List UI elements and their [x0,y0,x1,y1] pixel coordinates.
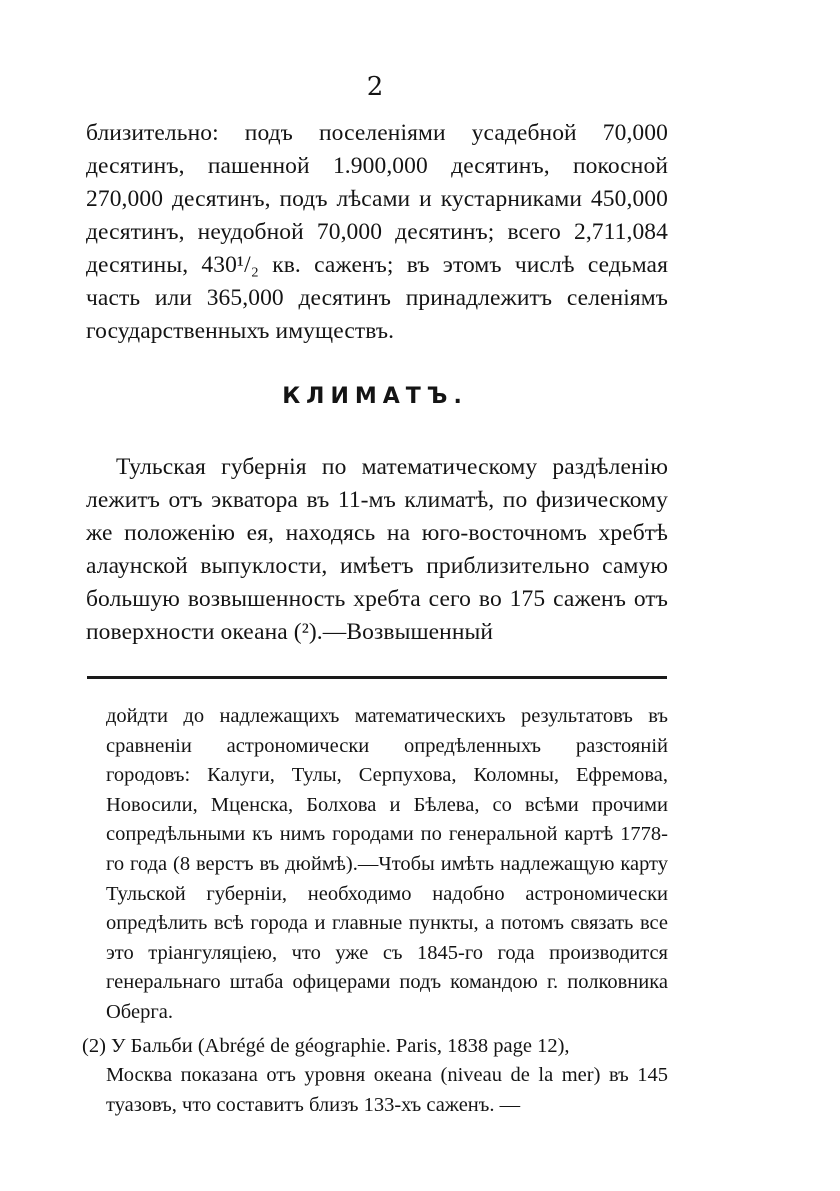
footnotes [82,702,668,1120]
footnote-1-continuation: дойдти до надлежащихъ математическихъ результатовъ въ сравненіи астрономически опредѣленныхъ разстояній городовъ: Калуги, Тулы, Серпухова, Коломны, Ефремова, Новосили, Мценска, Болхова и Бѣлева, со всѣми прочими сопредѣльными къ нимъ городами по генеральной картѣ 1778-го года (8 верстъ въ дюймѣ).—Чтобы имѣть надлежащую карту Тульской губерніи, необходимо надобно астрономически опредѣлить всѣ города и главные пункты, а потомъ связать все это тріангуляціею, что уже съ 1845-го года производится генеральнаго штаба офицерами подъ командою г. полковника Оберга. [106,705,668,1023]
footnote-2 [82,1032,668,1121]
paragraph-land-use: близительно: подъ поселеніями усадебной 70,000 десятинъ, пашенной 1.900,000 десятинъ, покосной 270,000 десятинъ, подъ лѣсами и кустарниками 450,000 десятинъ, неудобной 70,000 десятинъ; всего 2,711,084 десятины, 430¹/₂ кв. саженъ; въ этомъ числѣ седьмая часть или 365,000 десятинъ принадлежитъ селеніямъ государственныхъ имуществъ. [86,120,668,344]
footnote-2-rest: Москва показана отъ уровня океана (niveau de la mer) въ 145 туазовъ, что составитъ близъ 133-хъ саженъ. — [106,1064,668,1116]
paragraph-climate: Тульская губернія по математическому раздѣленію лежитъ отъ экватора въ 11-мъ климатѣ, по физическому же положенію ея, находясь на юго-восточномъ хребтѣ алаунской выпуклости, имѣетъ приблизительно самую большую возвышенность хребта сего во 175 саженъ отъ поверхности океана (²).—Возвышенный [86,454,668,645]
page-number: 2 [366,72,384,102]
footnote-2-first-line: (2) У Бальби (Abrégé de géographie. Paris, 1838 page 12), [82,1034,570,1057]
section-heading-climate: КЛИМАТЪ. [282,384,468,409]
footnote-divider [87,676,667,679]
